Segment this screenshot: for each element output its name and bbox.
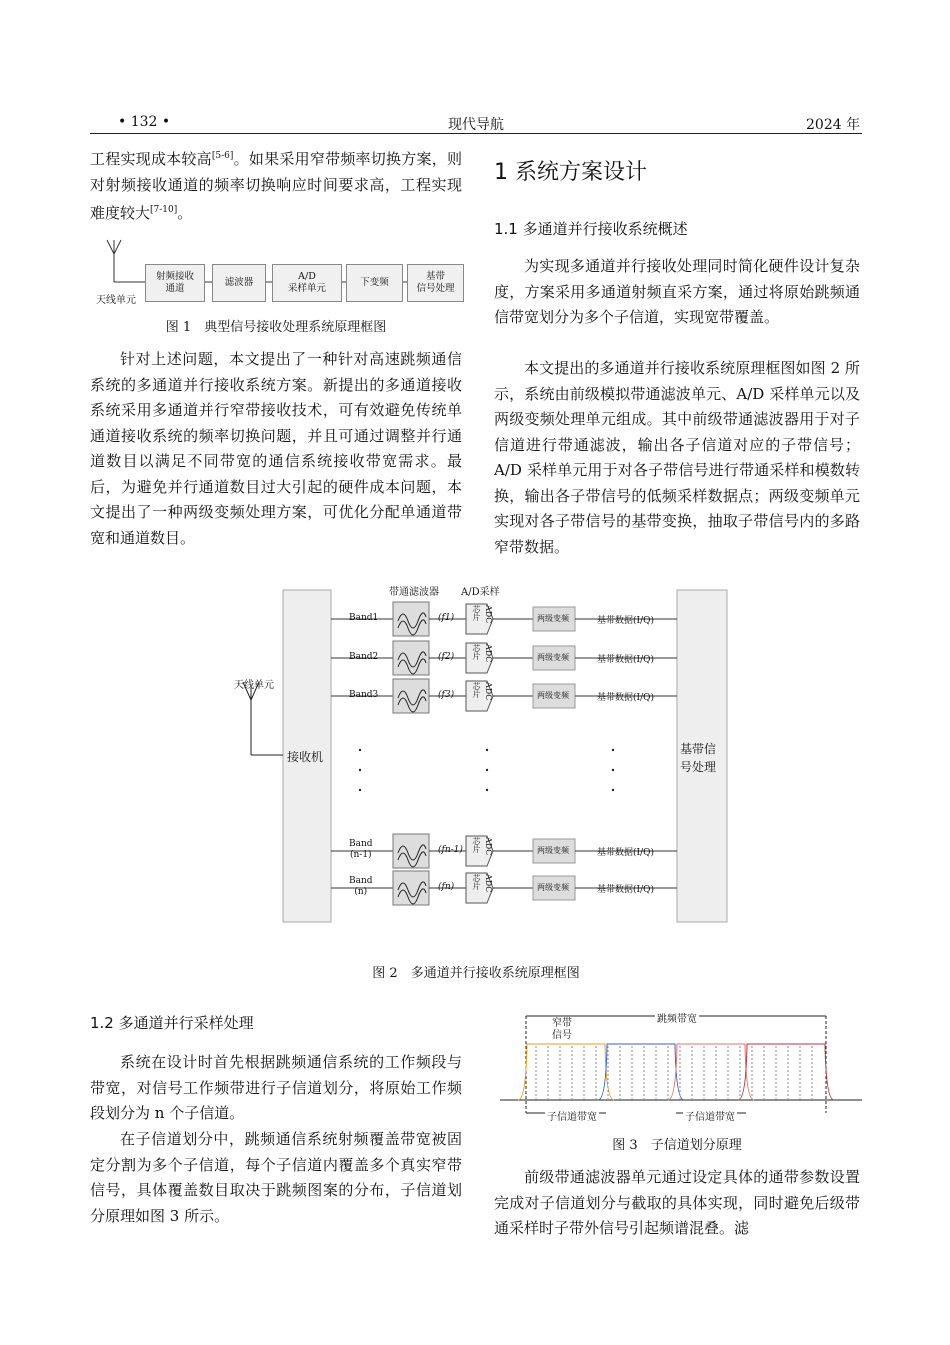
band-label: Band1 bbox=[349, 613, 379, 623]
out-label: 基带数据(I/Q) bbox=[597, 616, 654, 626]
section-1-1-heading: 1.1 多通道并行接收系统概述 bbox=[494, 220, 688, 238]
freq-label: (f2) bbox=[438, 652, 455, 662]
figure-1 bbox=[92, 232, 464, 312]
fig2-filter-title: 带通滤波器 bbox=[389, 587, 439, 598]
fig3-hop-bw-label: 跳频带宽 bbox=[655, 1010, 699, 1025]
fig2-antenna-label: 天线单元 bbox=[234, 680, 274, 691]
sec12-paragraph-2: 在子信道划分中，跳频通信系统射频覆盖带宽被固定分割为多个子信道，每个子信道内覆盖多个真实窄带信号，具体覆盖数目取决于跳频图案的分布，子信道划分原理如图 3 所示。 bbox=[90, 1130, 462, 1225]
freq-label: (f3) bbox=[438, 690, 455, 700]
adc-label: ADC 芯片 bbox=[472, 837, 493, 856]
adc-label: ADC 芯片 bbox=[472, 682, 493, 701]
header-rule bbox=[90, 133, 862, 134]
conv-label: 两级变频 bbox=[537, 846, 569, 855]
subband-curve bbox=[518, 1044, 614, 1100]
section-1-2-heading: 1.2 多通道并行采样处理 bbox=[90, 1014, 254, 1032]
subband-curve bbox=[668, 1044, 754, 1100]
fig1-baseband-block: 基带 信号处理 bbox=[407, 264, 464, 302]
figure-2-caption: 图 2 多通道并行接收系统原理框图 bbox=[372, 966, 580, 981]
left-paragraph-1: 工程实现成本较高[5-6]。如果采用窄带频率切换方案，则对射频接收通道的频率切换响应时间要求高，工程实现难度较大[7-10]。 bbox=[90, 150, 462, 222]
adc-label: ADC 芯片 bbox=[472, 644, 493, 663]
fig3-sub-bw-label-1: 子信道带宽 bbox=[545, 1108, 599, 1123]
fig2-receiver-label: 接收机 bbox=[287, 750, 324, 764]
fig2-baseband-label: 基带信 号处理 bbox=[680, 742, 717, 774]
left-paragraph-2: 针对上述问题，本文提出了一种针对高速跳频通信系统的多通道并行接收系统方案。新提出的多通道接收系统采用多通道并行窄带接收技术，可有效避免传统单通道接收系统的频率切换问题，并且可通过调整并行通道数目以满足不同带宽的通信系统接收带宽需求。最后，为避免并行通道数目过大引起的硬件成本问题，本文提出了一种两级变频处理方案，可优化分配单通道带宽和通道数目。 bbox=[90, 350, 462, 547]
page-number: • 132 • bbox=[118, 114, 171, 130]
fig1-rf-block: 射频接收 通道 bbox=[145, 264, 205, 302]
sec12-paragraph-1: 系统在设计时首先根据跳频通信系统的工作频段与带宽，对信号工作频带进行子信道划分，将原始工作频段划分为 n 个子信道。 bbox=[90, 1053, 462, 1122]
conv-label: 两级变频 bbox=[537, 653, 569, 662]
band-label: Band3 bbox=[349, 690, 379, 700]
right-paragraph-1: 为实现多通道并行接收处理同时简化硬件设计复杂度，方案采用多通道射频直采方案，通过将原始跳频通信带宽划分为多个子信道，实现宽带覆盖。 bbox=[494, 257, 860, 326]
adc-label: ADC 芯片 bbox=[472, 874, 493, 893]
subband-curve bbox=[598, 1044, 684, 1100]
conv-label: 两级变频 bbox=[537, 614, 569, 623]
fig1-downconvert-block: 下变频 bbox=[346, 264, 403, 302]
fig1-filter-block: 滤波器 bbox=[212, 264, 266, 302]
fig1-ad-block: A/D 采样单元 bbox=[272, 264, 342, 302]
out-label: 基带数据(I/Q) bbox=[597, 885, 654, 895]
conv-label: 两级变频 bbox=[537, 883, 569, 892]
fig1-antenna-label: 天线单元 bbox=[96, 295, 136, 306]
fig2-ad-title: A/D采样 bbox=[461, 587, 500, 598]
right-paragraph-2: 本文提出的多通道并行接收系统原理框图如图 2 所示，系统由前级模拟带通滤波单元、A/D 采样单元以及两级变频处理单元组成。其中前级带通滤波器用于对子信道进行带通滤波，输出各子信道对应的子带信号；A/D 采样单元用于对各子带信号进行带通采样和模数转换，输出各子带信号的低频采样数据点；两级变频单元实现对各子带信号的基带变换，抽取子带信号内的多路窄带数据。 bbox=[494, 359, 860, 556]
fig3-sub-bw-label-2: 子信道带宽 bbox=[683, 1108, 737, 1123]
band-label: Band2 bbox=[349, 652, 379, 662]
adc-label: ADC 芯片 bbox=[472, 605, 493, 624]
out-label: 基带数据(I/Q) bbox=[597, 655, 654, 665]
fig3-narrow-label: 窄带 信号 bbox=[552, 1018, 572, 1041]
freq-label: (fn) bbox=[438, 882, 455, 892]
right-bottom-paragraph: 前级带通滤波器单元通过设定具体的通带参数设置完成对子信道划分与截取的具体实现，同时避免后级带通采样时子带外信号引起频谱混叠。滤 bbox=[494, 1168, 860, 1237]
figure-1-caption: 图 1 典型信号接收处理系统原理框图 bbox=[165, 320, 387, 335]
out-label: 基带数据(I/Q) bbox=[597, 848, 654, 858]
figure-3-caption: 图 3 子信道划分原理 bbox=[612, 1138, 742, 1153]
band-label: Band (n) bbox=[349, 876, 373, 897]
conv-label: 两级变频 bbox=[537, 691, 569, 700]
freq-label: (fn-1) bbox=[438, 845, 463, 855]
out-label: 基带数据(I/Q) bbox=[597, 693, 654, 703]
year: 2024 年 bbox=[806, 117, 861, 133]
journal-title: 现代导航 bbox=[448, 117, 504, 133]
freq-label: (f1) bbox=[438, 613, 455, 623]
fig2-antenna-icon bbox=[243, 682, 283, 755]
section-1-heading: 1 系统方案设计 bbox=[494, 160, 647, 185]
band-label: Band (n-1) bbox=[349, 839, 373, 860]
